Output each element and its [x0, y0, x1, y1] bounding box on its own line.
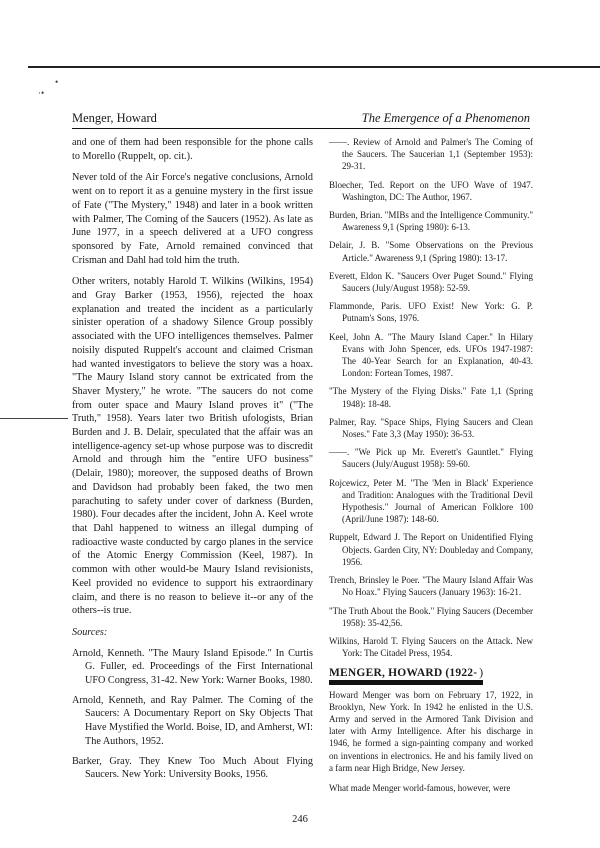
left-column: [72, 136, 313, 788]
page-number: 246: [292, 814, 308, 825]
reference-entry: Trench, Brinsley le Poer. "The Maury Island Affair Was No Hoax." Flying Saucers (January 1963): 16-21.: [329, 575, 533, 598]
running-head-left: Menger, Howard: [72, 111, 157, 125]
reference-entry: Burden, Brian. "MIBs and the Intelligence Community." Awareness 9,1 (Spring 1980): 6-13.: [329, 210, 533, 233]
reference-entry: "The Mystery of the Flying Disks." Fate 1,1 (Spring 1948): 18-48.: [329, 386, 533, 409]
reference-entry: ——. Review of Arnold and Palmer's The Coming of the Saucers. The Saucerian 1,1 (September 1953): 29-31.: [329, 137, 533, 172]
right-column: [329, 136, 533, 794]
scan-top-rule: [28, 66, 600, 68]
entry-heading-paren: ): [479, 667, 484, 680]
reference-entry: Keel, John A. "The Maury Island Caper." In Hilary Evans with John Spencer, eds. UFOs 1947-1987: The 40-Year Search for an Explanation, 40-43. London: Fortean Tomes, 1987.: [329, 331, 533, 379]
reference-entry: Everett, Eldon K. "Saucers Over Puget Sound." Flying Saucers (July/August 1958): 52-59.: [329, 270, 533, 294]
reference-entry: Arnold, Kenneth, and Ray Palmer. The Coming of the Saucers: A Documentary Report on Sky Objects That Have Mystified the World. Boise, ID, and Amherst, WI: The Authors, 1952.: [72, 694, 313, 747]
running-head-right: The Emergence of a Phenomenon: [361, 111, 530, 125]
sources-label: Sources:: [72, 626, 108, 638]
entry-heading: [329, 665, 533, 688]
paragraph: Never told of the Air Force's negative conclusions, Arnold went on to report it as a genuine mystery in the first issue of Fate ("The Mystery," 1948) and later in a book written with Palmer, The Coming of the Saucers (1952). As late as June 1977, in a speech delivered at a UFO congress sponsored by Fate, Arnold remained convinced that Crisman and Dahl had told him the truth.: [72, 172, 313, 266]
reference-entry: Delair, J. B. "Some Observations on the Previous Article." Awareness 9,1 (Spring 1980): 13-17.: [329, 240, 533, 263]
running-head: [72, 111, 530, 129]
reference-entry: Arnold, Kenneth. "The Maury Island Episode." In Curtis G. Fuller, ed. Proceedings of the First International UFO Congress, 31-42. New York: Warner Books, 1980.: [72, 647, 313, 687]
paragraph: Howard Menger was born on February 17, 1922, in Brooklyn, New York. In 1942 he enlisted in the U.S. Army and served in the Armored Tank Division and later with Army Intelligence. After his discharge in 1946, he formed a sign-painting company and worked on inventions in electronics. He and his family lived on a farm near High Bridge, New Jersey.: [329, 689, 533, 773]
reference-entry: Barker, Gray. They Knew Too Much About Flying Saucers. New York: University Books, 1956.: [72, 755, 313, 781]
scan-margin-mark: [0, 418, 68, 419]
scan-speck: •: [55, 77, 59, 87]
reference-entry: Palmer, Ray. "Space Ships, Flying Saucers and Clean Noses." Fate 3,3 (May 1950): 36-53.: [329, 416, 533, 440]
reference-entry: ——. "We Pick up Mr. Everett's Gauntlet." Flying Saucers (July/August 1958): 59-60.: [329, 447, 533, 470]
reference-entry: Wilkins, Harold T. Flying Saucers on the Attack. New York: The Citadel Press, 1954.: [329, 635, 533, 659]
reference-entry: Bloecher, Ted. Report on the UFO Wave of 1947. Washington, DC: The Author, 1967.: [329, 179, 533, 202]
reference-entry: Rojcewicz, Peter M. "The 'Men in Black' Experience and Tradition: Analogues with the Traditional Devil Hypothesis." Journal of American Folklore 100 (April/June 1987): 148-60.: [329, 477, 533, 525]
paragraph: and one of them had been responsible for the phone calls to Morello (Ruppelt, op. cit.).: [72, 137, 313, 162]
reference-entry: Flammonde, Paris. UFO Exist! New York: G. P. Putnam's Sons, 1976.: [329, 301, 533, 324]
paragraph: What made Menger world-famous, however, were: [329, 782, 511, 793]
scan-speck: ·•: [38, 88, 45, 98]
entry-heading-text: MENGER, HOWARD (1922-: [329, 667, 478, 680]
reference-entry: "The Truth About the Book." Flying Saucers (December 1958): 35-42,56.: [329, 605, 533, 628]
paragraph: Other writers, notably Harold T. Wilkins (Wilkins, 1954) and Gray Barker (1953, 1956), rejected the hoax explanation and treated the incident as a particularly sinister operation of a shadowy Silence Group possibly associated with the UFO intelligences themselves. Palmer noisily disputed Ruppelt's account and claimed Crisman had wanted investigators to believe the story was a hoax. "The Maury Island story cannot be extricated from the Shaver Mystery," he wrote. "The saucers do not come from outer space and Maury Island proves it" ("The Truth," 1958). Years later two British ufologists, Brian Burden and J. B. Delair, speculated that the affair was an intelligence-agency set-up whose purpose was to discredit Arnold and through him the "entire UFO business" (Delair, 1980); moreover, the supposed deaths of Brown and Davidson had probably been faked, the two men parachuting to safety under cover of darkness (Burden, 1980). Four decades after the incident, John A. Keel wrote that Dahl happened to witness an illegal dumping of radioactive waste conducted by cargo planes in the service of the Atomic Energy Commission (Keel, 1987). In common with other would-be Maury Island revisionists, Keel provided no evidence to support his extraordinary claim, and there is no reason to believe it--or any of the others--is true.: [72, 276, 313, 617]
reference-entry: Ruppelt, Edward J. The Report on Unidentified Flying Objects. Garden City, NY: Doubleday and Company, 1956.: [329, 532, 533, 567]
